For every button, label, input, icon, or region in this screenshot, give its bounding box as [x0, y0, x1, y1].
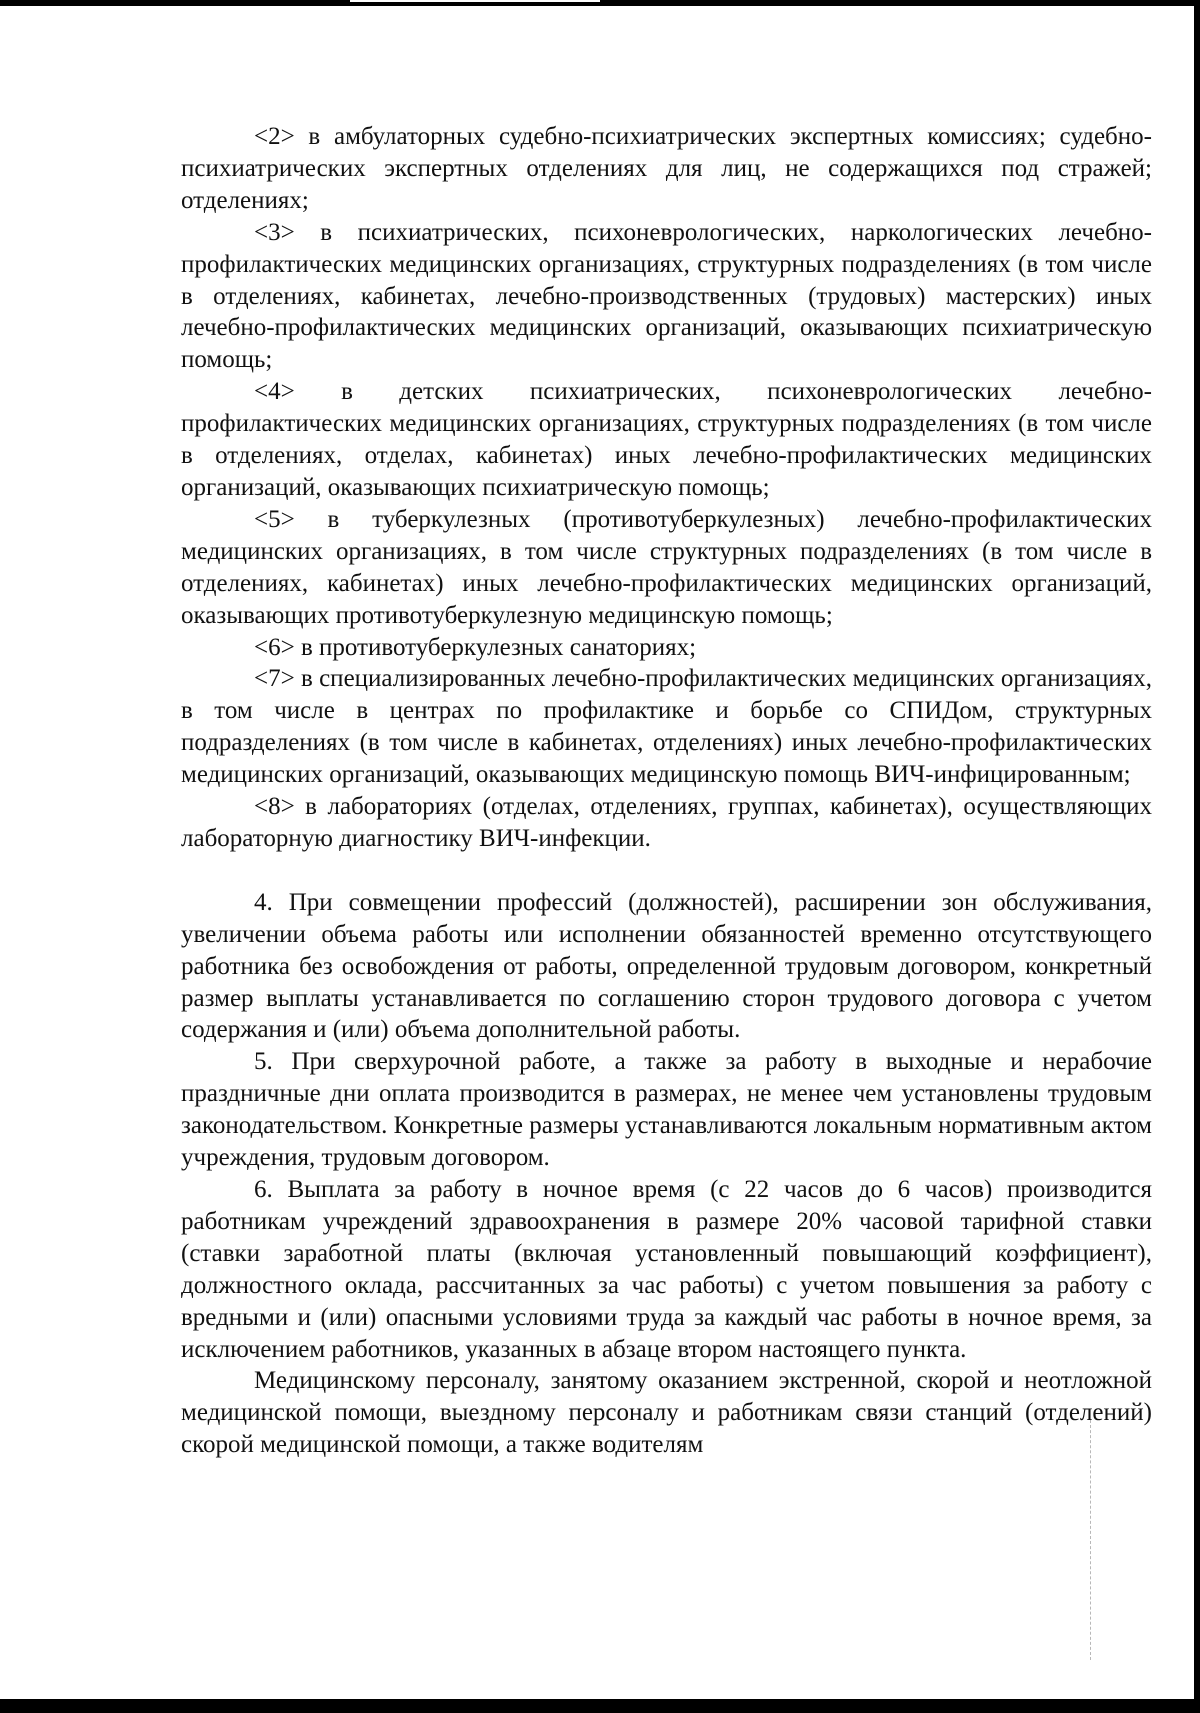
footnote-7: <7> в специализированных лечебно-профилактических медицинских организациях, в том числе в центрах по профилактике и борьбе со СПИДом, структурных подразделениях (в том числе в кабинетах, отделениях) иных лечебно-профилактических медицинских организаций, оказывающих медицинскую помощь ВИЧ-инфицированным; — [181, 665, 1152, 789]
scan-top-edge-gap — [350, 0, 600, 2]
footnote-3: <3> в психиатрических, психоневрологических, наркологических лечебно-профилактических медицинских организациях, структурных подразделениях (в том числе в отделениях, кабинетах, лечебно-производственных (трудовых) мастерских) иных лечебно-профилактических медицинских организаций, оказывающих психиатрическую помощь; — [181, 218, 1152, 374]
footnote-8: <8> в лабораториях (отделах, отделениях, группах, кабинетах), осуществляющих лабораторную диагностику ВИЧ-инфекции. — [181, 793, 1152, 852]
paragraph-4: 4. При совмещении профессий (должностей), расширении зон обслуживания, увеличении объема работы или исполнении обязанностей временно отсутствующего работника без освобождения от работы, определенной трудовым договором, конкретный размер выплаты устанавливается по соглашению сторон трудового договора с учетом содержания и (или) объема дополнительной работы. — [181, 888, 1152, 1044]
section-spacer — [181, 855, 1152, 887]
footnote-6: <6> в противотуберкулезных санаториях; — [254, 633, 697, 661]
paragraph-6: 6. Выплата за работу в ночное время (с 22 часов до 6 часов) производится работникам учреждений здравоохранения в размере 20% часовой тарифной ставки (ставки заработной платы (включая установленный повышающий коэффициент), должностного оклада, рассчитанных за час работы) с учетом повышения за работу с вредными и (или) опасными условиями труда за каждый час работы в ночное время, за исключением работников, указанных в абзаце втором настоящего пункта. — [181, 1176, 1152, 1363]
paragraph-5: 5. При сверхурочной работе, а также за работу в выходные и нерабочие праздничные дни оплата производится в размерах, не менее чем установлены трудовым законодательством. Конкретные размеры устанавливаются локальным нормативным актом учреждения, трудовым договором. — [181, 1048, 1152, 1172]
document-text — [181, 121, 1152, 1461]
footnote-5: <5> в туберкулезных (противотуберкулезных) лечебно-профилактических медицинских организациях, в том числе структурных подразделениях (в том числе в отделениях, кабинетах) иных лечебно-профилактических медицинских организаций, оказывающих противотуберкулезную медицинскую помощь; — [181, 505, 1152, 629]
paragraph-6-second: Медицинскому персоналу, занятому оказанием экстренной, скорой и неотложной медицинской помощи, выездному персоналу и работникам связи станций (отделений) скорой медицинской помощи, а также водителям — [181, 1367, 1152, 1459]
footnote-4: <4> в детских психиатрических, психоневрологических лечебно-профилактических медицинских организациях, структурных подразделениях (в том числе в отделениях, отделах, кабинетах) иных лечебно-профилактических медицинских организаций, оказывающих психиатрическую помощь; — [181, 378, 1152, 501]
scan-top-edge — [0, 0, 1200, 6]
footnote-2: <2> в амбулаторных судебно-психиатрических экспертных комиссиях; судебно-психиатрических экспертных отделениях для лиц, не содержащихся под стражей; отделениях; — [181, 123, 1152, 214]
scan-bottom-edge — [0, 1699, 1200, 1713]
scan-right-edge — [1194, 0, 1200, 1713]
